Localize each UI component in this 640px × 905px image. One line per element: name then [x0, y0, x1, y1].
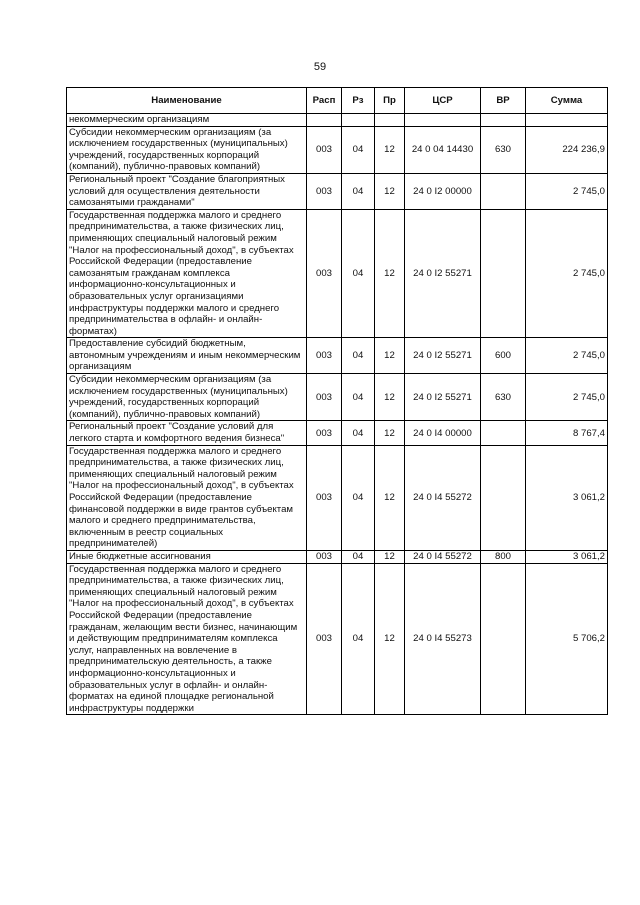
row-pr: 12 [375, 445, 405, 550]
header-pr: Пр [375, 88, 405, 114]
row-csr: 24 0 I2 55271 [405, 209, 481, 338]
table-row [67, 563, 608, 715]
row-vr [481, 421, 526, 445]
table-row [67, 374, 608, 421]
row-vr: 630 [481, 374, 526, 421]
table-row [67, 338, 608, 374]
row-csr: 24 0 I4 55272 [405, 445, 481, 550]
row-csr: 24 0 I2 00000 [405, 173, 481, 209]
row-vr [481, 173, 526, 209]
row-rasp: 003 [307, 563, 342, 715]
row-pr: 12 [375, 563, 405, 715]
header-sum: Сумма [526, 88, 608, 114]
row-sum: 5 706,2 [526, 563, 608, 715]
row-name: Региональный проект "Создание благоприятных условий для осуществления деятельности самозанятыми гражданами" [67, 173, 307, 209]
table-row [67, 173, 608, 209]
row-sum: 2 745,0 [526, 173, 608, 209]
row-rasp [307, 114, 342, 127]
row-vr [481, 209, 526, 338]
header-rasp: Расп [307, 88, 342, 114]
row-pr [375, 114, 405, 127]
page-number: 59 [313, 61, 327, 73]
row-name: Государственная поддержка малого и среднего предпринимательства, а также физических лиц, применяющих специальный налоговый режим "Налог на профессиональный доход", в субъектах Российской Федерации (предоставление финансовой поддержки в виде грантов субъектам малого и среднего предпринимательства, включенным в реестр социальных предпринимателей) [67, 445, 307, 550]
table-row [67, 421, 608, 445]
row-name: Субсидии некоммерческим организациям (за исключением государственных (муниципальных) учреждений, государственных корпораций (компаний), публично-правовых компаний) [67, 374, 307, 421]
row-rz: 04 [342, 126, 375, 173]
row-sum: 8 767,4 [526, 421, 608, 445]
row-rz: 04 [342, 209, 375, 338]
row-sum: 3 061,2 [526, 445, 608, 550]
row-pr: 12 [375, 126, 405, 173]
row-name: некоммерческим организациям [67, 114, 307, 127]
row-vr [481, 445, 526, 550]
row-vr: 600 [481, 338, 526, 374]
header-csr: ЦСР [405, 88, 481, 114]
row-csr: 24 0 I2 55271 [405, 374, 481, 421]
row-pr: 12 [375, 550, 405, 563]
row-name: Иные бюджетные ассигнования [67, 550, 307, 563]
table-row [67, 209, 608, 338]
row-vr: 800 [481, 550, 526, 563]
row-sum: 3 061,2 [526, 550, 608, 563]
row-rasp: 003 [307, 374, 342, 421]
row-pr: 12 [375, 338, 405, 374]
row-rz: 04 [342, 374, 375, 421]
row-name: Региональный проект "Создание условий для легкого старта и комфортного ведения бизнеса" [67, 421, 307, 445]
row-sum: 2 745,0 [526, 374, 608, 421]
row-rz: 04 [342, 445, 375, 550]
row-rasp: 003 [307, 173, 342, 209]
row-name: Субсидии некоммерческим организациям (за исключением государственных (муниципальных) учреждений, государственных корпораций (компаний), публично-правовых компаний) [67, 126, 307, 173]
row-rz: 04 [342, 173, 375, 209]
row-rasp: 003 [307, 421, 342, 445]
row-name: Государственная поддержка малого и среднего предпринимательства, а также физических лиц, применяющих специальный налоговый режим "Налог на профессиональный доход", в субъектах Российской Федерации (предоставление гражданам, желающим вести бизнес, начинающим и действующим предпринимателям комплекса услуг, направленных на вовлечение в предпринимательскую деятельность, а также информационно-консультационных и образовательных услуг в офлайн- и онлайн-форматах на единой площадке региональной инфраструктуры поддержки [67, 563, 307, 715]
row-rasp: 003 [307, 126, 342, 173]
table-row [67, 114, 608, 127]
row-vr [481, 114, 526, 127]
table-header-row [67, 88, 608, 114]
row-csr [405, 114, 481, 127]
row-csr: 24 0 I4 00000 [405, 421, 481, 445]
row-sum [526, 114, 608, 127]
row-csr: 24 0 04 14430 [405, 126, 481, 173]
row-name: Государственная поддержка малого и среднего предпринимательства, а также физических лиц, применяющих специальный налоговый режим "Налог на профессиональный доход", в субъектах Российской Федерации (предоставление самозанятым гражданам комплекса информационно-консультационных и образовательных услуг организациями инфраструктуры поддержки малого и среднего предпринимательства в офлайн- и онлайн-форматах) [67, 209, 307, 338]
row-pr: 12 [375, 421, 405, 445]
row-rz [342, 114, 375, 127]
row-rasp: 003 [307, 338, 342, 374]
row-sum: 2 745,0 [526, 338, 608, 374]
row-vr: 630 [481, 126, 526, 173]
row-pr: 12 [375, 173, 405, 209]
row-csr: 24 0 I2 55271 [405, 338, 481, 374]
budget-table [66, 87, 608, 715]
row-pr: 12 [375, 209, 405, 338]
row-csr: 24 0 I4 55272 [405, 550, 481, 563]
row-vr [481, 563, 526, 715]
row-pr: 12 [375, 374, 405, 421]
header-name: Наименование [67, 88, 307, 114]
row-rz: 04 [342, 338, 375, 374]
row-csr: 24 0 I4 55273 [405, 563, 481, 715]
row-rz: 04 [342, 550, 375, 563]
header-vr: ВР [481, 88, 526, 114]
header-rz: Рз [342, 88, 375, 114]
row-name: Предоставление субсидий бюджетным, автономным учреждениям и иным некоммерческим организациям [67, 338, 307, 374]
table-row [67, 550, 608, 563]
row-rz: 04 [342, 421, 375, 445]
table-row [67, 445, 608, 550]
row-sum: 224 236,9 [526, 126, 608, 173]
row-rasp: 003 [307, 550, 342, 563]
row-rasp: 003 [307, 209, 342, 338]
row-rasp: 003 [307, 445, 342, 550]
row-sum: 2 745,0 [526, 209, 608, 338]
table-row [67, 126, 608, 173]
row-rz: 04 [342, 563, 375, 715]
